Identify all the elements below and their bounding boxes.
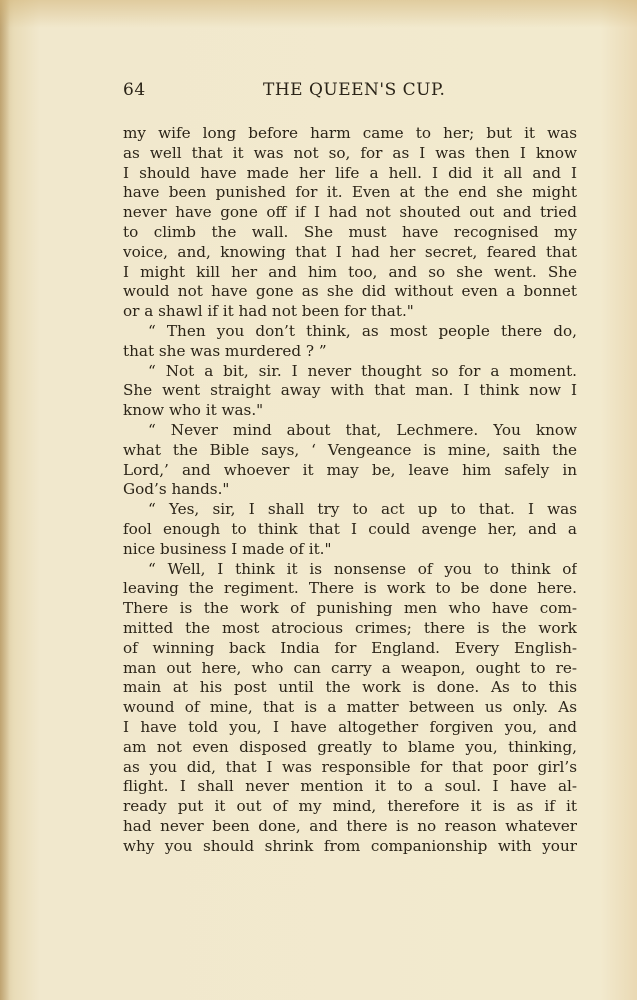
text-line: why you should shrink from companionship with your — [123, 836, 577, 855]
text-line: I might kill her and him too, and so she went. She — [123, 262, 577, 281]
text-line: would not have gone as she did without even a bonnet — [123, 282, 577, 301]
text-line: or a shawl if it had not been for that." — [123, 302, 414, 321]
body-text — [123, 124, 577, 856]
text-line: There is the work of punishing men who have com- — [123, 599, 577, 618]
text-line: mitted the most atrocious crimes; there is the work — [123, 618, 577, 637]
text-line: I have told you, I have altogether forgiven you, and — [123, 717, 577, 736]
text-line: never have gone off if I had not shouted out and tried — [123, 203, 577, 222]
text-line: am not even disposed greatly to blame you, thinking, — [123, 737, 577, 756]
text-line: my wife long before harm came to her; but it was — [123, 124, 577, 142]
page-header — [123, 80, 577, 106]
text-line: She went straight away with that man. I think now I — [123, 381, 577, 400]
text-line: fool enough to think that I could avenge her, and a — [123, 519, 577, 538]
text-line: ready put it out of my mind, therefore it is as if it — [123, 797, 577, 816]
text-line: nice business I made of it." — [123, 539, 332, 558]
text-line: know who it was." — [123, 401, 264, 420]
text-line: God’s hands." — [123, 480, 230, 499]
text-line: Lord,’ and whoever it may be, leave him safely in — [123, 460, 577, 479]
running-title: THE QUEEN'S CUP. — [263, 80, 446, 100]
text-line: man out here, who can carry a weapon, ought to re- — [123, 658, 577, 677]
text-line: leaving the regiment. There is work to be done here. — [123, 579, 577, 598]
text-line: what the Bible says, ‘ Vengeance is mine, saith the — [123, 440, 577, 459]
page-number: 64 — [123, 80, 146, 100]
text-line: voice, and, knowing that I had her secret, feared that — [123, 242, 577, 261]
text-line: “ Yes, sir, I shall try to act up to that. I was — [148, 500, 577, 519]
text-line: as you did, that I was responsible for that poor girl’s — [123, 757, 577, 776]
text-line: flight. I shall never mention it to a soul. I have al- — [123, 777, 577, 796]
text-line: “ Never mind about that, Lechmere. You know — [148, 420, 577, 439]
text-line: main at his post until the work is done. As to this — [123, 678, 577, 697]
text-line: had never been done, and there is no reason whatever — [123, 816, 577, 835]
text-line: that she was murdered ? ” — [123, 341, 327, 360]
text-line: “ Then you don’t think, as most people there do, — [148, 321, 577, 340]
text-line: of winning back India for England. Every English- — [123, 638, 577, 657]
text-line: to climb the wall. She must have recognised my — [123, 222, 577, 241]
text-line: wound of mine, that is a matter between us only. As — [123, 698, 577, 717]
text-line: “ Not a bit, sir. I never thought so for a moment. — [148, 361, 577, 380]
text-line: as well that it was not so, for as I was then I know — [123, 143, 577, 162]
text-line: have been punished for it. Even at the end she might — [123, 183, 577, 202]
text-line: “ Well, I think it is nonsense of you to think of — [148, 559, 577, 578]
text-line: I should have made her life a hell. I did it all and I — [123, 163, 577, 182]
